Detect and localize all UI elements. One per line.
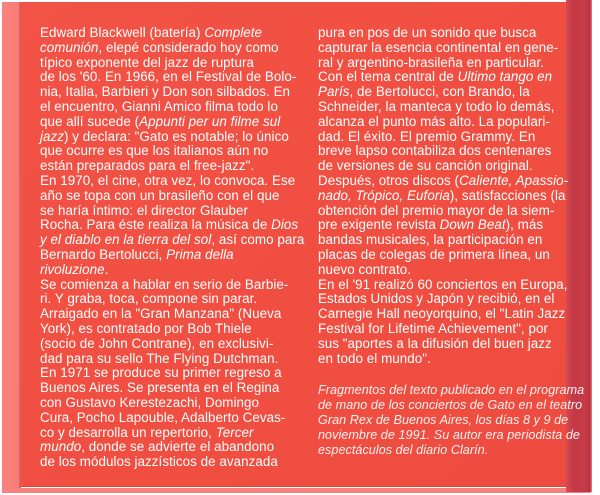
booklet-spine-strip	[566, 0, 592, 492]
text-line: jazz) y declara: "Gato es notable; lo único	[40, 128, 289, 144]
right-column-body-text	[318, 26, 568, 366]
text-line: el encuentro, Gianni Amico filma todo lo	[40, 98, 278, 114]
text-line: mundo, donde se advierte el abandono	[40, 439, 275, 455]
text-line: nuevo contrato.	[318, 261, 412, 277]
left-text-column	[40, 26, 310, 470]
text-line: (socio de John Contrane), en exclusivi-	[40, 335, 274, 351]
text-line: que allí sucede (Appunti per un filme sul	[40, 113, 281, 129]
text-line: Festival for Lifetime Achievement", por	[318, 320, 548, 336]
text-line: nado, Trópico, Euforia), satisfacciones (la	[318, 187, 566, 203]
text-line: Después, otros discos (Caliente, Apassio-	[318, 172, 569, 188]
text-line: En 1970, el cine, otra vez, lo convoca. Ese	[40, 172, 296, 188]
right-text-column	[318, 25, 585, 458]
text-line: año se topa con un brasileño con el que	[40, 187, 280, 203]
text-line: que ocurre es que los italianos aún no	[40, 143, 269, 159]
text-line: Fragmentos del texto publicado en el programa	[318, 383, 585, 398]
text-line: placas de colegas de primera línea, un	[318, 246, 550, 262]
text-line: de versiones de su canción original.	[318, 158, 533, 174]
text-line: dad para su sello The Flying Dutchman.	[40, 350, 279, 366]
text-line: Edward Blackwell (batería) Complete	[40, 25, 263, 40]
text-line: Cura, Pocho Lapouble, Adalberto Cevas-	[40, 409, 286, 425]
text-line: rivoluzione.	[40, 261, 109, 277]
text-line: nia, Italia, Barbieri y Don son silbados. En	[40, 84, 291, 100]
text-line: de los módulos jazzísticos de avanzada	[40, 454, 278, 470]
text-line: París, de Bertolucci, con Brando, la	[318, 84, 530, 100]
text-line: Estados Unidos y Japón y recibió, en el	[318, 291, 555, 307]
text-line: Con el tema central de Ultimo tango en	[318, 69, 553, 85]
text-line: En 1971 se produce su primer regreso a	[40, 365, 282, 381]
text-line: En el '91 realizó 60 conciertos en Europa,	[318, 276, 568, 292]
text-line: espectáculos del diario Clarín.	[318, 443, 489, 458]
text-line: ral y argentino-brasileña en particular.	[318, 54, 545, 70]
text-line: Arraigado en la "Gran Manzana" (Nueva	[40, 306, 282, 322]
text-line: dad. El éxito. El premio Grammy. En	[318, 128, 536, 144]
text-line: co y desarrolla un repertorio, Tercer	[40, 424, 254, 440]
text-line: capturar la esencia continental en gene-	[318, 39, 559, 55]
footer-credit-note	[318, 383, 585, 458]
text-line: Buenos Aires. Se presenta en el Regina	[40, 380, 280, 396]
text-line: Carnegie Hall neoyorquino, el "Latin Jazz	[318, 306, 566, 322]
page-left-edge-strip	[2, 2, 21, 493]
text-line: bandas musicales, la participación en	[318, 232, 543, 248]
text-line: Gran Rex de Buenos Aires, los días 8 y 9 de	[318, 413, 569, 428]
text-line: pre exigente revista Down Beat), más	[318, 217, 544, 233]
text-line: noviembre de 1991. Su autor era periodista de	[318, 428, 580, 443]
text-line: ri. Y graba, toca, compone sin parar.	[40, 291, 258, 307]
text-line: con Gustavo Kerestezachi, Domingo	[40, 394, 259, 410]
text-line: Rocha. Para éste realiza la música de Dios	[40, 217, 299, 233]
page-bottom-edge-strip	[2, 488, 591, 493]
text-line: obtención del premio mayor de la siem-	[318, 202, 555, 218]
text-line: de mano de los conciertos de Gato en el teatro	[318, 398, 583, 413]
text-line: sus "aportes a la difusión del buen jazz	[318, 335, 552, 351]
text-line: en todo el mundo".	[318, 350, 431, 366]
text-line: están preparados para el free-jazz".	[40, 158, 255, 174]
text-line: y el diablo en la tierra del sol, así como para	[40, 232, 305, 248]
text-line: típico exponente del jazz de ruptura	[40, 54, 254, 70]
text-line: Se comienza a hablar en serio de Barbie-	[40, 276, 289, 292]
text-line: York), es contratado por Bob Thiele	[40, 320, 252, 336]
text-line: de los '60. En 1966, en el Festival de Bolo-	[40, 69, 297, 85]
text-line: breve lapso contabiliza dos centenares	[318, 143, 552, 159]
text-line: pura en pos de un sonido que busca	[318, 25, 537, 40]
text-line: se haría íntimo: el director Glauber	[40, 202, 248, 218]
text-line: comunión, elepé considerado hoy como	[40, 39, 279, 55]
text-line: alcanza el punto más alto. La populari-	[318, 113, 550, 129]
text-line: Bernardo Bertolucci, Prima della	[40, 246, 234, 262]
text-line: Schneider, la manteca y todo lo demás,	[318, 98, 555, 114]
